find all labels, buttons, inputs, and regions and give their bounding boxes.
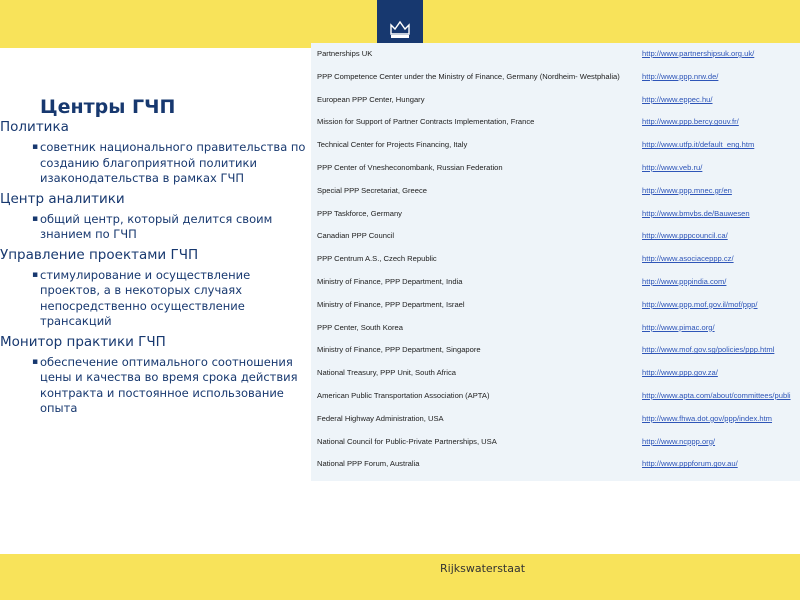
table-row	[311, 111, 800, 134]
table-row	[311, 89, 800, 112]
website-link[interactable]: http://www.eppec.hu/	[642, 94, 713, 104]
organization-name: National Treasury, PPP Unit, South Africa	[317, 368, 457, 378]
bullet-icon: ▪	[32, 269, 39, 280]
website-link[interactable]: http://www.partnershipsuk.org.uk/	[642, 49, 755, 58]
organization-name: American Public Transportation Association (APTA)	[317, 391, 490, 400]
table-row	[311, 362, 800, 385]
table-row	[311, 339, 800, 362]
table-row	[311, 453, 800, 476]
organization-name: Ministry of Finance, PPP Department, Israel	[317, 299, 465, 309]
website-link[interactable]: http://www.ppp.nrw.de/	[642, 71, 719, 81]
section-block	[0, 190, 312, 243]
table-row	[311, 431, 800, 454]
website-link[interactable]: http://www.pppcouncil.ca/	[642, 231, 728, 241]
crown-emblem-icon	[385, 12, 415, 42]
organization-name: Federal Highway Administration, USA	[317, 413, 444, 423]
organization-name: Ministry of Finance, PPP Department, Singapore	[317, 345, 481, 355]
table-row	[311, 248, 800, 271]
website-link[interactable]: http://www.asociaceppp.cz/	[642, 254, 734, 264]
bullet-item	[32, 212, 312, 243]
website-link[interactable]: http://www.ppp.gov.za/	[642, 368, 718, 378]
table-row	[311, 43, 800, 66]
table-row	[311, 294, 800, 317]
ppp-centers-table	[311, 43, 800, 481]
organization-name: Technical Center for Projects Financing, Italy	[317, 140, 468, 150]
section-heading: Центр аналитики	[0, 190, 125, 207]
section-block	[0, 333, 312, 417]
organization-name: PPP Center of Vnesheconombank, Russian Federation	[317, 163, 503, 172]
page-title: Центры ГЧП	[40, 96, 176, 118]
website-link[interactable]: http://www.ncppp.org/	[642, 436, 716, 446]
website-link[interactable]: http://www.pppforum.gov.au/	[642, 459, 738, 469]
website-link[interactable]: http://www.apta.com/about/committees/publi	[642, 391, 791, 400]
website-link[interactable]: http://www.ppp.mnec.gr/en	[642, 185, 732, 195]
organization-name: National Council for Public-Private Partnerships, USA	[317, 436, 497, 446]
website-link[interactable]: http://www.veb.ru/	[642, 163, 703, 172]
organization-name: National PPP Forum, Australia	[317, 459, 420, 469]
bullet-icon: ▪	[32, 213, 39, 224]
website-link[interactable]: http://www.utfp.it/default_eng.htm	[642, 140, 755, 150]
website-link[interactable]: http://www.pimac.org/	[642, 322, 715, 332]
bullet-item	[32, 355, 312, 417]
table-row	[311, 134, 800, 157]
footer-text: Rijkswaterstaat	[440, 562, 526, 575]
bullet-text: обеспечение оптимального соотношения цены и качества во время срока действия контракта и постоянное использование опыта	[40, 354, 298, 415]
organization-name: PPP Centrum A.S., Czech Republic	[317, 254, 437, 264]
organization-name: Partnerships UK	[317, 49, 373, 58]
organization-name: PPP Taskforce, Germany	[317, 208, 402, 218]
organization-name: PPP Competence Center under the Ministry of Finance, Germany (Nordheim- Westphalia)	[317, 71, 620, 81]
footer-band	[0, 554, 800, 600]
table-row	[311, 271, 800, 294]
bullet-icon: ▪	[32, 142, 39, 152]
section-heading: Управление проектами ГЧП	[0, 246, 199, 263]
logo-strip	[377, 0, 423, 48]
section-heading: Политика	[0, 119, 69, 135]
section-block	[0, 246, 312, 330]
table-row	[311, 203, 800, 226]
website-link[interactable]: http://www.mof.gov.sg/policies/ppp.html	[642, 345, 775, 355]
website-link[interactable]: http://www.fhwa.dot.gov/ppp/index.htm	[642, 413, 773, 423]
website-link[interactable]: http://www.bmvbs.de/Bauwesen	[642, 208, 750, 218]
organization-name: Mission for Support of Partner Contracts Implementation, France	[317, 117, 535, 127]
bullet-text: советник национального правительства по созданию благоприятной политики изаконодательства в рамках ГЧП	[40, 140, 306, 185]
website-link[interactable]: http://www.ppp.bercy.gouv.fr/	[642, 117, 739, 127]
table-row	[311, 408, 800, 431]
table-row	[311, 66, 800, 89]
organization-name: PPP Center, South Korea	[317, 322, 403, 332]
organization-name: Canadian PPP Council	[317, 231, 395, 241]
bullet-icon: ▪	[32, 356, 39, 367]
table-row	[311, 385, 800, 408]
section-heading: Монитор практики ГЧП	[0, 333, 166, 350]
organization-name: Special PPP Secretariat, Greece	[317, 185, 428, 195]
table-row	[311, 180, 800, 203]
organization-name: European PPP Center, Hungary	[317, 94, 425, 104]
table-row	[311, 225, 800, 248]
organization-name: Ministry of Finance, PPP Department, India	[317, 277, 463, 286]
left-column	[0, 118, 312, 420]
table-row	[311, 317, 800, 340]
website-link[interactable]: http://www.pppindia.com/	[642, 277, 727, 286]
website-link[interactable]: http://www.ppp.mof.gov.il/mof/ppp/	[642, 299, 758, 309]
section-block	[0, 118, 312, 187]
bullet-item	[32, 140, 312, 187]
bullet-item	[32, 268, 312, 330]
bullet-text: общий центр, который делится своим знанием по ГЧП	[40, 211, 273, 241]
bullet-text: стимулирование и осуществление проектов, а в некоторых случаях непосредственно осуществление трансакций	[40, 267, 251, 328]
table-row	[311, 157, 800, 180]
